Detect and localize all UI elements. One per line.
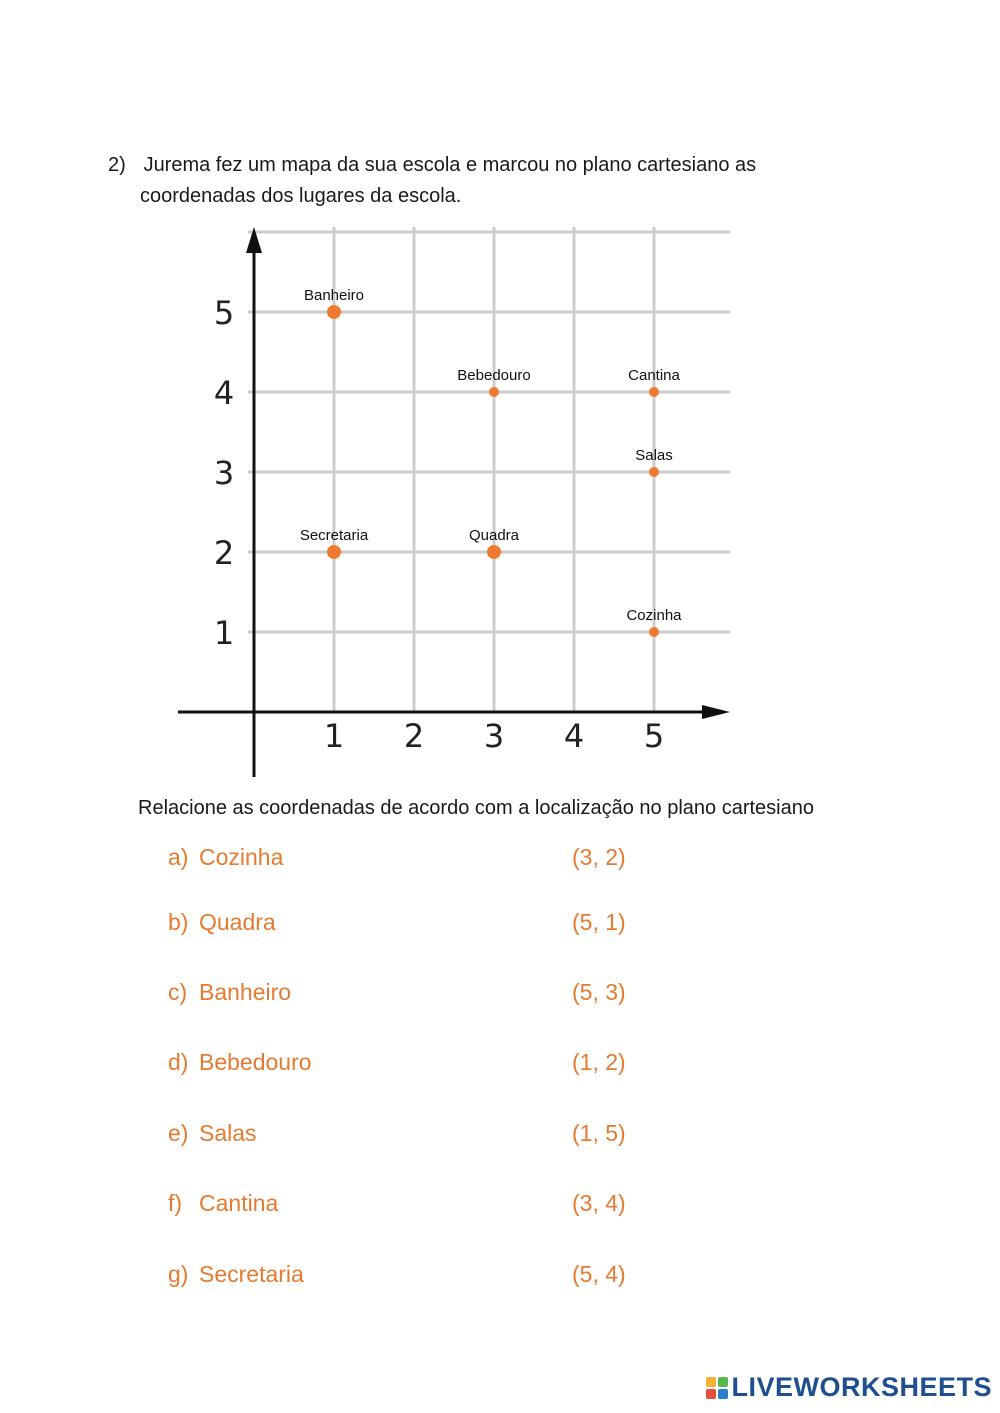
- place-label[interactable]: Cozinha: [199, 844, 284, 870]
- match-item: [168, 844, 688, 876]
- coordinate-label[interactable]: (3, 4): [572, 1190, 626, 1216]
- match-item: [168, 1120, 688, 1152]
- item-letter: c): [168, 979, 188, 1005]
- item-letter: e): [168, 1120, 189, 1146]
- coordinate-label[interactable]: (1, 5): [572, 1120, 626, 1146]
- match-item: [168, 1261, 688, 1293]
- place-label[interactable]: Salas: [199, 1120, 257, 1146]
- x-tick-label: 2: [403, 717, 425, 755]
- match-item: [168, 1049, 688, 1081]
- x-tick-label: 5: [643, 717, 665, 755]
- item-letter: f): [168, 1190, 183, 1216]
- x-tick-label: 3: [483, 717, 505, 755]
- data-point: [487, 545, 501, 559]
- match-item: [168, 909, 688, 941]
- question: [108, 150, 756, 212]
- y-tick-label: 4: [213, 374, 235, 412]
- place-label[interactable]: Banheiro: [199, 979, 292, 1005]
- brand-icon-square: [706, 1389, 716, 1399]
- place-label[interactable]: Cantina: [199, 1190, 279, 1216]
- brand-icon-square: [718, 1389, 728, 1399]
- item-letter: g): [168, 1261, 189, 1287]
- point-label: Banheiro: [303, 287, 365, 304]
- item-letter: b): [168, 909, 189, 935]
- coordinate-label[interactable]: (3, 2): [572, 844, 626, 870]
- cartesian-plane: [170, 215, 740, 785]
- item-letter: d): [168, 1049, 189, 1075]
- y-tick-label: 5: [213, 294, 235, 332]
- question-line-1: [108, 150, 756, 181]
- data-point: [649, 627, 659, 637]
- question-text-1: Jurema fez um mapa da sua escola e marcou no plano cartesiano as: [143, 154, 757, 176]
- liveworksheets-logo: [706, 1372, 992, 1403]
- data-point: [649, 467, 659, 477]
- x-tick-label: 4: [563, 717, 585, 755]
- point-label: Cantina: [628, 367, 680, 384]
- place-label[interactable]: Secretaria: [199, 1261, 304, 1287]
- brand-text: LIVEWORKSHEETS: [731, 1372, 992, 1402]
- coordinate-label[interactable]: (5, 4): [572, 1261, 626, 1287]
- question-text-2: coordenadas dos lugares da escola.: [140, 185, 462, 207]
- coordinate-label[interactable]: (5, 1): [572, 909, 626, 935]
- data-point: [649, 387, 659, 397]
- match-item: [168, 979, 688, 1011]
- point-label: Salas: [635, 447, 673, 464]
- data-point: [327, 545, 341, 559]
- brand-icon-square: [718, 1377, 728, 1387]
- point-label: Secretaria: [299, 527, 369, 544]
- instruction-text: Relacione as coordenadas de acordo com a localização no plano cartesiano: [138, 797, 814, 819]
- data-point: [489, 387, 499, 397]
- y-tick-label: 1: [213, 614, 235, 652]
- match-item: [168, 1190, 688, 1222]
- question-number: 2): [108, 154, 126, 176]
- item-letter: a): [168, 844, 189, 870]
- point-label: Bebedouro: [457, 367, 531, 384]
- brand-icon-square: [706, 1377, 716, 1387]
- place-label[interactable]: Quadra: [199, 909, 276, 935]
- place-label[interactable]: Bebedouro: [199, 1049, 312, 1075]
- point-label: Quadra: [468, 527, 520, 544]
- y-tick-label: 3: [213, 454, 235, 492]
- x-axis-arrow-icon: [702, 705, 730, 719]
- y-tick-label: 2: [213, 534, 235, 572]
- coordinate-label[interactable]: (1, 2): [572, 1049, 626, 1075]
- data-point: [327, 305, 341, 319]
- x-tick-label: 1: [323, 717, 345, 755]
- coordinate-label[interactable]: (5, 3): [572, 979, 626, 1005]
- point-label: Cozinha: [626, 607, 682, 624]
- brand-icon: [706, 1377, 728, 1399]
